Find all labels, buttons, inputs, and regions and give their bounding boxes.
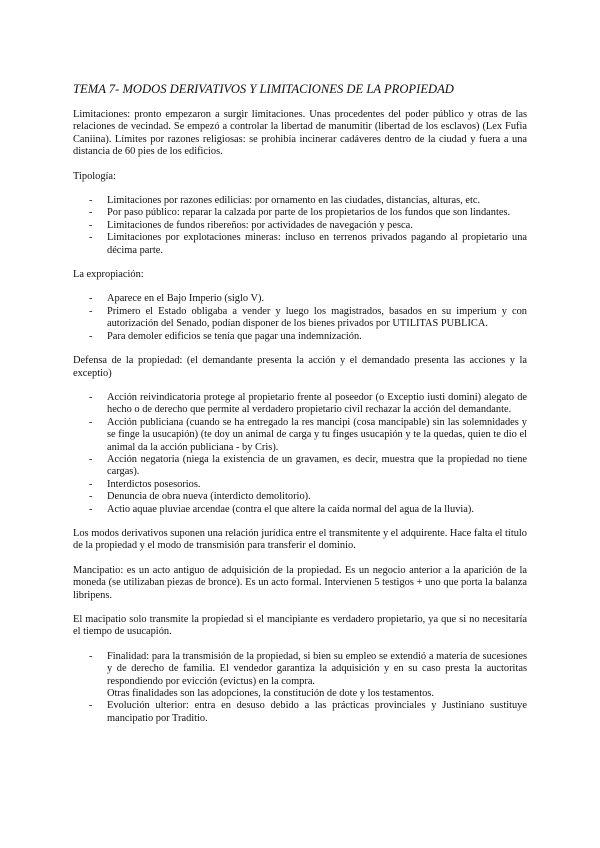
list-item: - Limitaciones de fundos ribereños: por actividades de navegación y pesca. <box>89 219 413 231</box>
intro-paragraph: Limitaciones: pronto empezaron a surgir limitaciones. Unas procedentes del poder público y otras de las relaciones de vecindad. Se empezó a controlar la libertad de manumitir (libertad de los esclavos) (Lex Fufia Caniina). Límites por razones religiosas: se prohibía incinerar cadáveres dentro de la ciudad y fuera a una distancia de 60 pies de los edificios. <box>73 109 527 158</box>
defensa-heading: Defensa de la propiedad: (el demandante presenta la acción y el demandado presenta las acciones y la exceptio) <box>73 355 527 379</box>
list-item: - Interdictos posesorios. <box>89 478 201 490</box>
tipologia-list <box>73 195 527 257</box>
list-item: - Denuncia de obra nueva (interdicto demolitorio). <box>89 491 311 503</box>
list-item: - Evolución ulterior: entra en desuso debido a las prácticas provinciales y Justiniano sustituye mancipatio por Traditio. <box>89 700 527 724</box>
list-item-continuation: Otras finalidades son las adopciones, la constitución de dote y los testamentos. <box>107 688 434 700</box>
page-title: TEMA 7- MODOS DERIVATIVOS Y LIMITACIONES DE LA PROPIEDAD <box>73 82 454 96</box>
list-item: - Finalidad: para la transmisión de la propiedad, si bien su empleo se extendió a materia de sucesiones y de derecho de familia. El vendedor garantiza la adquisición y en su caso presta la auctoritas respondiendo por evicción (evictus) en la compra. Otras finalidades son las adopciones, la constitución de dote y los testamentos. <box>89 650 527 700</box>
mancipatio-paragraph: Mancipatio: es un acto antiguo de adquisición de la propiedad. Es un negocio anterior a la aparición de la moneda (se utilizaban piezas de bronce). Es un acto formal. Intervienen 5 testigos + uno que porta la balanza libripens. <box>73 564 527 601</box>
list-item: - Limitaciones por razones edilicias: por ornamento en las ciudades, distancias, alturas, etc. <box>89 195 481 207</box>
modos-paragraph: Los modos derivativos suponen una relación jurídica entre el transmitente y el adquirente. Hace falta el título de la propiedad y el modo de transmisión para transferir el dominio. <box>73 527 527 552</box>
mancipatio-list <box>73 651 527 725</box>
list-item: - Primero el Estado obligaba a vender y luego los magistrados, basados en su imperium y con autorización del Senado, podían disponer de los bienes privados por UTILITAS PUBLICA. <box>89 305 527 330</box>
list-item: - Actio aquae pluviae arcendae (contra el que altere la caída normal del agua de la lluvia). <box>89 503 474 515</box>
list-item: - Aparece en el Bajo Imperio (siglo V). <box>89 293 265 305</box>
macipatio-paragraph: El macipatio solo transmite la propiedad si el mancipiante es verdadero propietario, ya que si no necesitaría el tiempo de usucapión. <box>73 614 527 638</box>
list-item: - Acción publiciana (cuando se ha entregado la res mancipi (cosa mancipable) sin las solemnidades y se finge la usucapión) (te doy un animal de carga y tu finges usucapión y te la quedas, quien te dio el animal da la acción publiciana - by Cris). <box>89 416 527 453</box>
tipologia-heading: Tipología: <box>73 170 116 182</box>
document-page <box>73 82 527 737</box>
list-item: - Por paso público: reparar la calzada por parte de los propietarios de los fundos que son lindantes. <box>89 207 511 219</box>
list-item: - Para demoler edificios se tenía que pagar una indemnización. <box>89 330 362 342</box>
expropiacion-list <box>73 293 527 343</box>
list-item: - Acción negatoria (niega la existencia de un gravamen, es decir, muestra que la propiedad no tiene cargas). <box>89 453 527 478</box>
list-item: - Acción reivindicatoria protege al propietario frente al poseedor (o Exceptio iusti domini) alegato de hecho o de derecho que permite al verdadero propietario civil rechazar la acción del demandante. <box>89 391 527 416</box>
expropiacion-heading: La expropiación: <box>73 269 144 281</box>
defensa-list <box>73 392 527 516</box>
list-item: - Limitaciones por explotaciones mineras: incluso en terrenos privados pagando al propietario una décima parte. <box>89 232 527 256</box>
